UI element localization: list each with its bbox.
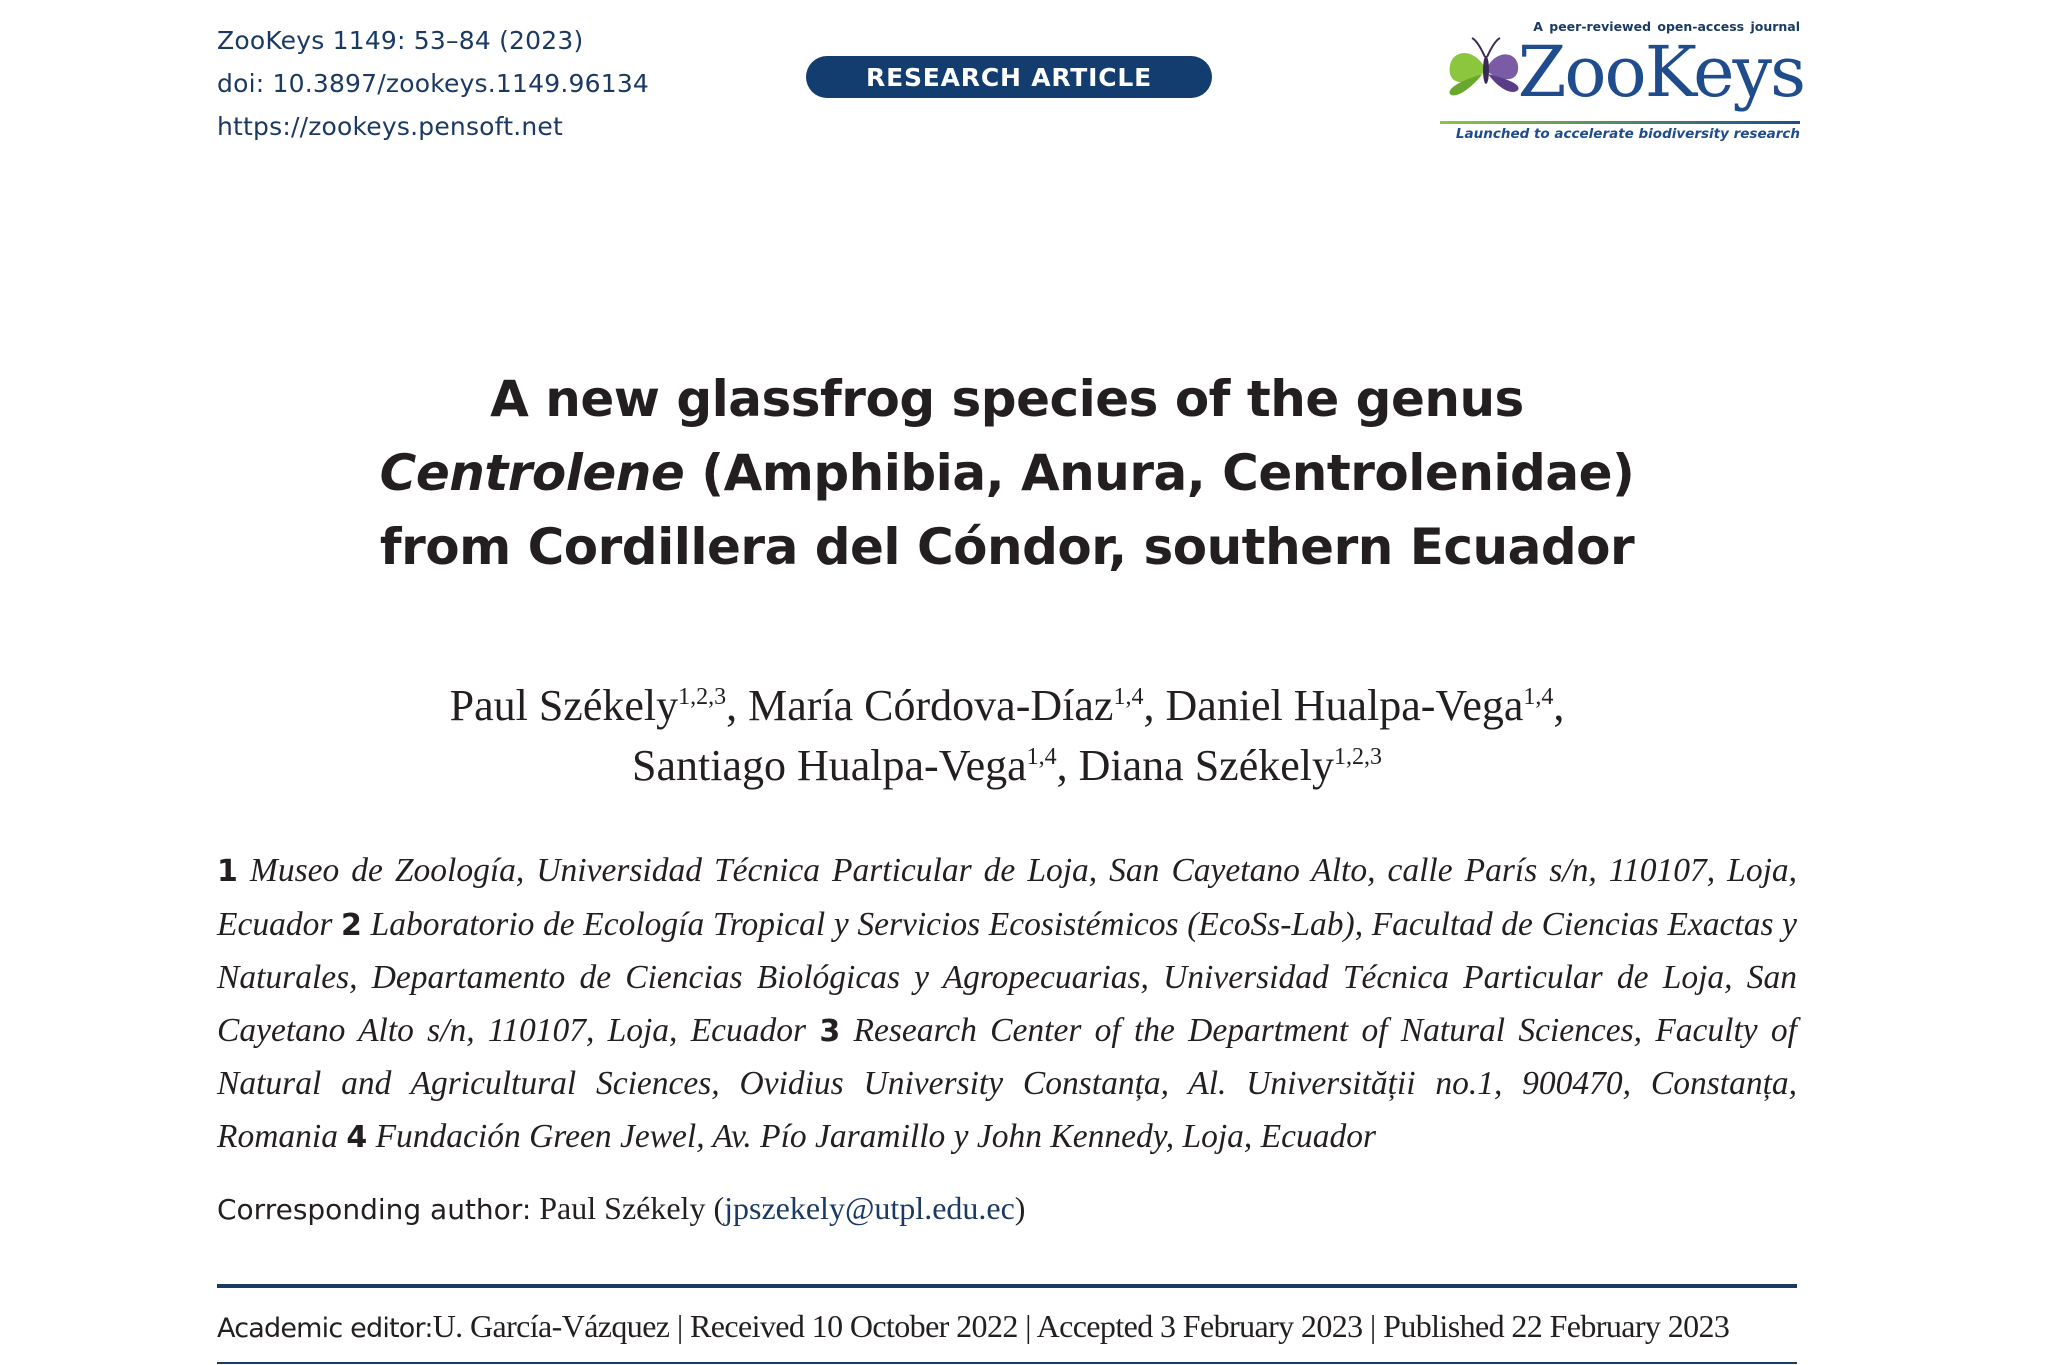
logo-wordmark: ZooKeys	[1517, 31, 1804, 113]
received-date: Received 10 October 2022	[690, 1308, 1018, 1344]
title-genus: Centrolene	[379, 444, 685, 502]
affiliation-number: 2	[341, 907, 362, 943]
title-line-1: A new glassfrog species of the genus	[490, 370, 1524, 428]
author-affil-sup: 1,2,3	[1334, 744, 1382, 770]
doi-link[interactable]: doi: 10.3897/zookeys.1149.96134	[217, 69, 650, 98]
author-affil-sup: 1,4	[1523, 684, 1554, 710]
title-line-2-rest: (Amphibia, Anura, Centrolenidae)	[684, 444, 1635, 502]
accepted-date: Accepted 3 February 2023	[1036, 1308, 1363, 1344]
title-line-2	[217, 436, 1797, 510]
affiliation-number: 3	[819, 1013, 841, 1049]
affiliation-text: Research Center of the Department of Natural Sciences, Faculty of Natural and Agricultural Sciences, Ovidius University Constanța, Al. Universității no.1, 900470, Constanța, Romania	[217, 1011, 1797, 1155]
corresponding-label: Corresponding author:	[217, 1193, 532, 1226]
article-type-badge: RESEARCH ARTICLE	[806, 56, 1212, 98]
article-title	[217, 362, 1797, 584]
author-name: Daniel Hualpa-Vega	[1165, 681, 1524, 730]
editor-name: U. García-Vázquez	[432, 1308, 670, 1344]
editor-label: Academic editor:	[217, 1313, 433, 1344]
divider-top	[217, 1284, 1797, 1288]
author-name: Santiago Hualpa-Vega	[632, 741, 1027, 790]
logo-slogan: Launched to accelerate biodiversity research	[1455, 126, 1800, 142]
author-name: María Córdova-Díaz	[748, 681, 1114, 730]
journal-url-link[interactable]: https://zookeys.pensoft.net	[217, 112, 564, 141]
editorial-meta	[217, 1308, 1797, 1345]
affiliation-text: Museo de Zoología, Universidad Técnica Particular de Loja, San Cayetano Alto, calle París s/n, 110107, Loja, Ecuador	[217, 852, 1798, 943]
published-date: Published 22 February 2023	[1383, 1308, 1730, 1344]
author-list	[217, 676, 1797, 796]
logo-divider	[1440, 121, 1800, 124]
affiliation-number: 4	[346, 1119, 368, 1155]
journal-citation: ZooKeys 1149: 53–84 (2023)	[217, 26, 584, 55]
author-sep: ,	[726, 681, 749, 730]
corresponding-name: Paul Székely	[539, 1190, 706, 1226]
meta-sep: |	[1017, 1308, 1037, 1344]
author-affil-sup: 1,4	[1026, 744, 1057, 770]
author-sep: ,	[1143, 681, 1166, 730]
affiliation-number: 1	[217, 854, 238, 889]
author-sep: ,	[1553, 681, 1565, 730]
divider-bottom	[217, 1362, 1797, 1364]
logo-tagline: A peer-reviewed open-access journal	[1533, 19, 1800, 34]
title-line-3: from Cordillera del Cóndor, southern Ecuador	[379, 518, 1635, 576]
author-name: Diana Székely	[1078, 741, 1334, 790]
meta-sep: |	[1362, 1308, 1384, 1344]
affiliation-text: Laboratorio de Ecología Tropical y Servicios Ecosistémicos (EcoSs-Lab), Facultad de Ciencias Exactas y Naturales, Departamento de Ciencias Biológicas y Agropecuarias, Universidad Técnica Particular de Loja, San Cayetano Alto s/n, 110107, Loja, Ecuador	[217, 905, 1798, 1049]
author-affil-sup: 1,4	[1113, 684, 1144, 710]
corresponding-email-link[interactable]: jpszekely@utpl.edu.ec	[724, 1190, 1015, 1226]
meta-sep: |	[669, 1308, 691, 1344]
affiliation-text: Fundación Green Jewel, Av. Pío Jaramillo y John Kennedy, Loja, Ecuador	[375, 1117, 1377, 1155]
author-name: Paul Székely	[449, 681, 679, 730]
affiliations	[217, 845, 1797, 1164]
author-affil-sup: 1,2,3	[678, 684, 727, 710]
author-sep: ,	[1056, 741, 1079, 790]
corresponding-author: Corresponding author: Paul Székely (jpszekely@utpl.edu.ec)	[217, 1190, 1026, 1226]
